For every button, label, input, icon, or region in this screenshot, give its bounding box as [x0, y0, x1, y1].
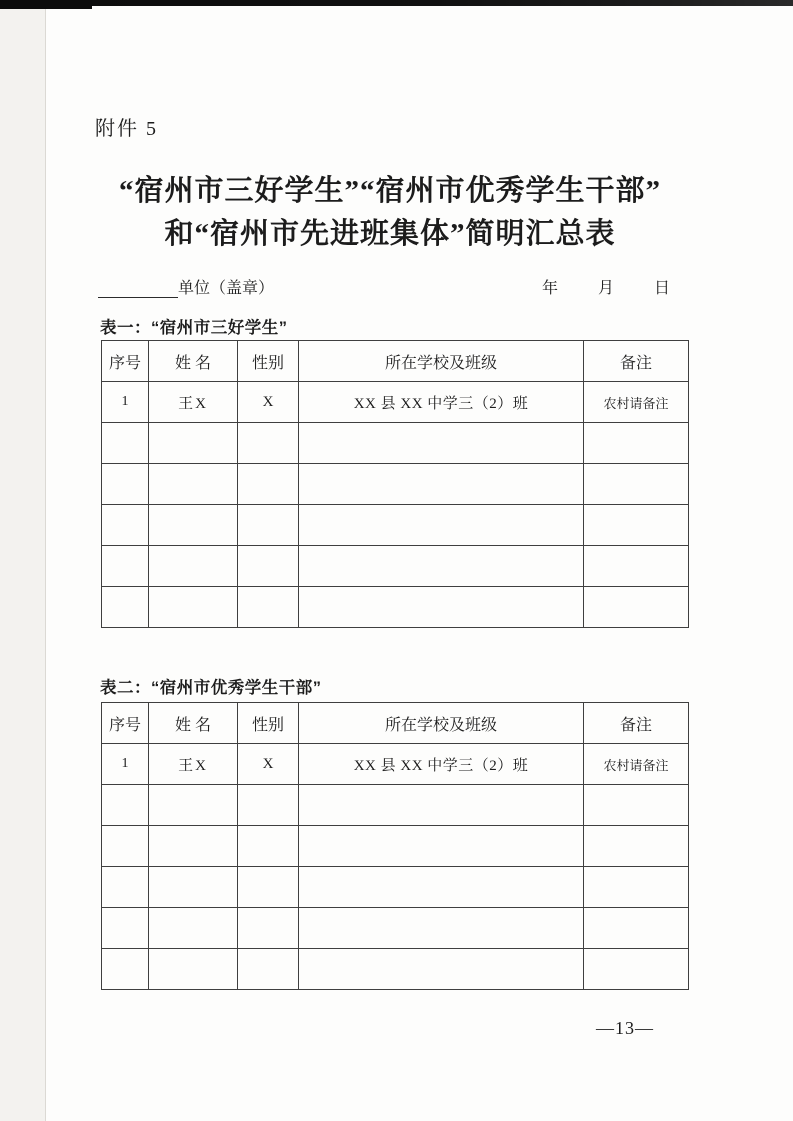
- table-row: [102, 382, 689, 423]
- cell-empty: [238, 785, 299, 826]
- cell-empty: [102, 464, 149, 505]
- scan-left-edge-artifact: [0, 0, 46, 1121]
- cell-empty: [149, 826, 238, 867]
- cell-empty: [299, 587, 584, 628]
- table-row-empty: [102, 587, 689, 628]
- cell-note: 农村请备注: [584, 744, 689, 785]
- cell-empty: [584, 949, 689, 990]
- cell-name: 王X: [149, 382, 238, 423]
- table2-excellent-cadres: [101, 702, 689, 990]
- unit-seal-field: [98, 275, 274, 298]
- cell-empty: [299, 867, 584, 908]
- unit-and-date-line: [98, 274, 670, 298]
- cell-empty: [584, 908, 689, 949]
- cell-empty: [299, 826, 584, 867]
- cell-empty: [149, 908, 238, 949]
- cell-empty: [584, 546, 689, 587]
- header-school: 所在学校及班级: [299, 341, 584, 382]
- cell-empty: [238, 546, 299, 587]
- header-name: 姓 名: [149, 703, 238, 744]
- header-seq: 序号: [102, 341, 149, 382]
- unit-blank-underline: [98, 280, 178, 298]
- cell-empty: [238, 423, 299, 464]
- cell-empty: [149, 464, 238, 505]
- cell-empty: [149, 867, 238, 908]
- header-name: 姓 名: [149, 341, 238, 382]
- table1-caption: 表一：“宿州市三好学生”: [100, 319, 288, 337]
- date-fields: [542, 275, 670, 298]
- cell-sex: X: [238, 382, 299, 423]
- table-row: [102, 744, 689, 785]
- cell-seq: 1: [102, 744, 149, 785]
- cell-note: 农村请备注: [584, 382, 689, 423]
- cell-sex: X: [238, 744, 299, 785]
- cell-empty: [238, 505, 299, 546]
- cell-empty: [102, 546, 149, 587]
- header-sex: 性别: [238, 341, 299, 382]
- cell-empty: [238, 464, 299, 505]
- cell-empty: [584, 423, 689, 464]
- cell-empty: [584, 826, 689, 867]
- table-header-row: [102, 341, 689, 382]
- table-row-empty: [102, 826, 689, 867]
- document-title-line1: “宿州市三好学生”“宿州市优秀学生干部”: [118, 175, 661, 207]
- cell-school: XX 县 XX 中学三（2）班: [299, 382, 584, 423]
- cell-empty: [238, 867, 299, 908]
- cell-empty: [149, 505, 238, 546]
- header-school: 所在学校及班级: [299, 703, 584, 744]
- cell-empty: [584, 867, 689, 908]
- table-row-empty: [102, 908, 689, 949]
- cell-empty: [102, 587, 149, 628]
- table-row-empty: [102, 546, 689, 587]
- cell-empty: [238, 587, 299, 628]
- cell-empty: [584, 464, 689, 505]
- table-row-empty: [102, 867, 689, 908]
- cell-empty: [102, 505, 149, 546]
- cell-empty: [299, 908, 584, 949]
- cell-empty: [299, 949, 584, 990]
- table2-caption: 表二：“宿州市优秀学生干部”: [100, 679, 322, 697]
- table1-sanhao-students: [101, 340, 689, 628]
- table-row-empty: [102, 785, 689, 826]
- cell-empty: [102, 423, 149, 464]
- cell-empty: [149, 949, 238, 990]
- header-note: 备注: [584, 703, 689, 744]
- cell-empty: [299, 423, 584, 464]
- cell-empty: [102, 949, 149, 990]
- header-note: 备注: [584, 341, 689, 382]
- cell-empty: [584, 505, 689, 546]
- table-row-empty: [102, 949, 689, 990]
- cell-seq: 1: [102, 382, 149, 423]
- cell-empty: [238, 826, 299, 867]
- cell-empty: [299, 546, 584, 587]
- unit-seal-label: 单位（盖章）: [178, 280, 275, 297]
- header-seq: 序号: [102, 703, 149, 744]
- cell-empty: [299, 785, 584, 826]
- cell-empty: [584, 785, 689, 826]
- cell-name: 王X: [149, 744, 238, 785]
- cell-empty: [238, 949, 299, 990]
- cell-empty: [299, 505, 584, 546]
- cell-empty: [149, 423, 238, 464]
- cell-empty: [584, 587, 689, 628]
- cell-empty: [149, 546, 238, 587]
- cell-empty: [299, 464, 584, 505]
- cell-empty: [149, 587, 238, 628]
- cell-empty: [102, 826, 149, 867]
- cell-empty: [102, 785, 149, 826]
- document-title: [60, 170, 720, 256]
- date-month-label: 月: [597, 280, 614, 297]
- page-number: —13—: [596, 1018, 654, 1038]
- attachment-label: 附件 5: [95, 118, 158, 140]
- document-title-line2: 和“宿州市先进班集体”简明汇总表: [164, 218, 616, 250]
- cell-school: XX 县 XX 中学三（2）班: [299, 744, 584, 785]
- date-year-label: 年: [541, 280, 558, 297]
- cell-empty: [102, 867, 149, 908]
- cell-empty: [149, 785, 238, 826]
- table-row-empty: [102, 423, 689, 464]
- header-sex: 性别: [238, 703, 299, 744]
- table-header-row: [102, 703, 689, 744]
- scan-top-edge-artifact: [0, 0, 793, 6]
- date-day-label: 日: [653, 280, 670, 297]
- table-row-empty: [102, 464, 689, 505]
- cell-empty: [102, 908, 149, 949]
- cell-empty: [238, 908, 299, 949]
- scan-top-corner-artifact: [0, 0, 92, 9]
- table-row-empty: [102, 505, 689, 546]
